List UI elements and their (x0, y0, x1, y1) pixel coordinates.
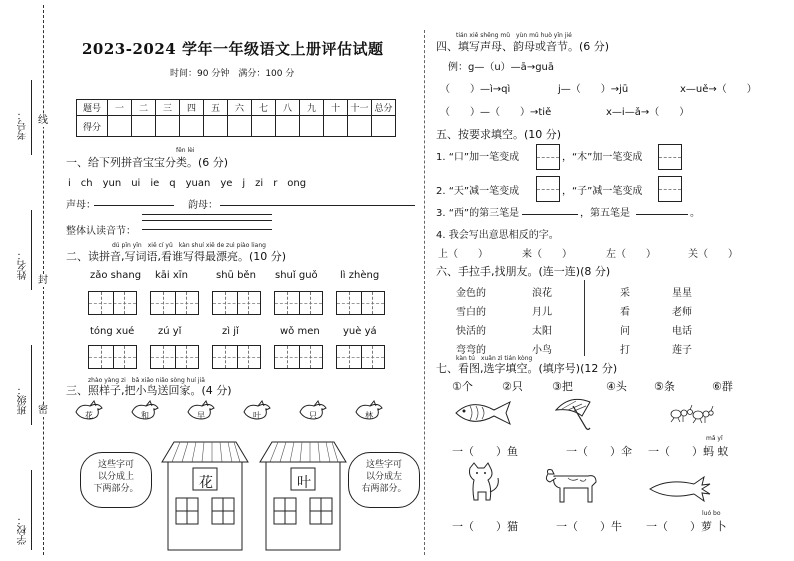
q6-word[interactable]: 打 (620, 345, 630, 356)
score-cell-header: 四 (180, 100, 204, 116)
score-table-header-row (77, 100, 396, 116)
fish-icon (452, 398, 514, 428)
score-input-cell[interactable] (252, 116, 276, 137)
q7-fill-fish[interactable]: 一（ ）鱼 (452, 445, 518, 458)
binding-blank-xuexiao[interactable] (31, 470, 32, 550)
cloud-left-line: 以分成上 (97, 472, 134, 482)
binding-label-banji: 班级： (18, 385, 29, 415)
q6-word[interactable]: 问 (620, 326, 630, 337)
q1-title: 一、给下列拼音宝宝分类。(6 分) (66, 156, 229, 169)
q7-option: ⑥群 (712, 380, 733, 393)
q2-writing-box[interactable] (150, 291, 199, 315)
score-input-cell[interactable] (324, 116, 348, 137)
q4-title-pinyin: tián xiě shēng mǔ yùn mǔ huò yīn jié (456, 32, 572, 39)
q1-title-pinyin: fēn lèi (176, 147, 195, 154)
q2-pinyin-10: yuè yá (343, 326, 377, 337)
bird-char: 叶 (253, 411, 261, 420)
q6-word[interactable]: 电话 (672, 326, 692, 337)
score-input-cell[interactable] (276, 116, 300, 137)
q3-title: 三、照样子,把小鸟送回家。(4 分) (66, 384, 232, 397)
q6-word[interactable]: 星星 (672, 288, 692, 299)
q2-writing-box[interactable] (274, 291, 323, 315)
q4-title: 四、填写声母、韵母或音节。(6 分) (436, 40, 610, 53)
q2-pinyin-8: zì jǐ (222, 326, 239, 337)
seal-char-xian: 线 (38, 115, 48, 126)
score-input-cell[interactable] (180, 116, 204, 137)
q7-fill-cow[interactable]: 一（ ）牛 (556, 520, 622, 533)
q5-answer-blank[interactable] (636, 214, 688, 215)
house-right-icon[interactable] (258, 440, 348, 552)
q6-divider (584, 280, 585, 356)
q5-line1-b: ，“木”加一笔变成 (562, 152, 643, 163)
bird-char: 只 (309, 411, 317, 420)
house-left-char: 花 (199, 475, 213, 491)
q3-title-pinyin: zhào yàng zi bǎ xiǎo niǎo sòng huí jiā (88, 377, 205, 384)
q1-shengmu-answer[interactable] (94, 205, 174, 206)
score-input-cell[interactable] (204, 116, 228, 137)
score-cell-header: 三 (156, 100, 180, 116)
q5-opposite[interactable]: 上（ ） (438, 249, 488, 260)
q4-item[interactable]: j—（ ）→jū (558, 84, 629, 95)
q2-pinyin-9: wǒ men (280, 326, 320, 337)
q1-zhengti-label: 整体认读音节： (66, 226, 136, 237)
q5-answer-box[interactable] (658, 176, 682, 202)
score-input-cell[interactable] (300, 116, 324, 137)
score-cell-header: 十一 (348, 100, 372, 116)
q6-word[interactable]: 金色的 (456, 288, 486, 299)
cloud-right-line: 右两部分。 (361, 484, 407, 494)
q5-line1-a: 1. “口”加一笔变成 (436, 152, 520, 163)
q7-option: ①个 (452, 380, 473, 393)
exam-subtitle: 时间：90 分钟 满分：100 分 (170, 69, 295, 79)
q6-word[interactable]: 太阳 (532, 326, 552, 337)
q2-writing-box[interactable] (274, 345, 323, 369)
score-cell-header: 题号 (77, 100, 108, 116)
q5-line3-b: ，第五笔是 (580, 208, 630, 219)
score-cell-header: 总分 (372, 100, 396, 116)
q5-answer-box[interactable] (536, 176, 560, 202)
q4-item[interactable]: （ ）—（ ）→tiě (440, 107, 552, 118)
bird-char: 林 (365, 411, 373, 420)
score-cell-header: 九 (300, 100, 324, 116)
q6-word[interactable]: 莲子 (672, 345, 692, 356)
score-input-cell[interactable] (108, 116, 132, 137)
cloud-right-line: 这些字可 (365, 460, 402, 470)
q2-pinyin-7: zú yǐ (158, 326, 182, 337)
q6-word[interactable]: 弯弯的 (456, 345, 486, 356)
q7-luobo-pinyin: luó bo (702, 510, 721, 517)
q6-word[interactable]: 浪花 (532, 288, 552, 299)
q1-zhengti-answer[interactable] (142, 214, 272, 230)
score-input-cell[interactable] (228, 116, 252, 137)
seal-char-mi: 密 (38, 405, 48, 416)
q2-pinyin-6: tóng xué (90, 326, 135, 337)
score-cell-header: 二 (132, 100, 156, 116)
q7-fill-radish[interactable]: 一（ ）萝 卜 (646, 520, 727, 533)
q5-line3-c: 。 (690, 208, 700, 219)
bird-char: 花 (85, 411, 93, 420)
q5-line4: 4. 我会写出意思相反的字。 (436, 230, 559, 241)
q2-pinyin-3: shū běn (216, 270, 256, 281)
q6-word[interactable]: 快活的 (456, 326, 486, 337)
q6-word[interactable]: 雪白的 (456, 307, 486, 318)
q2-writing-box[interactable] (212, 291, 261, 315)
q7-option: ④头 (606, 380, 627, 393)
q6-word[interactable]: 老师 (672, 307, 692, 318)
q5-opposite[interactable]: 关（ ） (688, 249, 738, 260)
q5-answer-blank[interactable] (522, 214, 578, 215)
q1-zhengti-guide (142, 220, 272, 221)
ant-icon (668, 402, 714, 424)
binding-label-xingming: 姓名： (18, 250, 29, 280)
q7-title: 七、看图,选字填空。(填序号)(12 分) (436, 362, 618, 375)
q7-option: ⑤条 (654, 380, 675, 393)
q6-word[interactable]: 月儿 (532, 307, 552, 318)
q2-title: 二、读拼音,写词语,看谁写得最漂亮。(10 分) (66, 250, 287, 263)
score-input-cell[interactable] (156, 116, 180, 137)
q7-option: ②只 (502, 380, 523, 393)
score-cell-header: 五 (204, 100, 228, 116)
q5-line3-a: 3. “西”的第三笔是 (436, 208, 520, 219)
q5-opposite[interactable]: 左（ ） (606, 249, 656, 260)
q7-mayi-pinyin: mǎ yǐ (706, 435, 723, 442)
bird-char: 早 (197, 411, 205, 420)
q2-writing-box[interactable] (88, 345, 137, 369)
score-table (76, 99, 396, 137)
binding-label-kaohao: 考号： (18, 110, 29, 140)
column-divider (424, 30, 425, 555)
q1-yunmu-label: 韵母： (188, 200, 218, 211)
house-right-char: 叶 (297, 475, 311, 491)
q5-answer-box[interactable] (658, 144, 682, 170)
bird-char: 和 (141, 411, 149, 420)
score-cell-header: 七 (252, 100, 276, 116)
cloud-right (348, 452, 420, 508)
q2-writing-box[interactable] (336, 291, 385, 315)
q4-item[interactable]: （ ）—ì→qì (440, 84, 511, 95)
q7-title-pinyin: kàn tú xuǎn zì tián kòng (456, 355, 533, 362)
q7-fill-cat[interactable]: 一（ ）猫 (452, 520, 518, 533)
q5-answer-box[interactable] (536, 144, 560, 170)
q7-fill-ant[interactable]: 一（ ）蚂 蚁 (648, 445, 729, 458)
exam-title: 2023-2024 学年一年级语文上册评估试题 (82, 40, 384, 58)
score-row-label: 得分 (77, 116, 108, 137)
score-cell-header: 八 (276, 100, 300, 116)
q1-yunmu-answer[interactable] (220, 205, 415, 206)
q2-pinyin-5: lì zhèng (340, 270, 380, 281)
q2-writing-box[interactable] (212, 345, 261, 369)
q2-pinyin-4: shuǐ guǒ (275, 270, 318, 281)
score-input-cell[interactable] (372, 116, 396, 137)
cloud-left-line: 这些字可 (97, 460, 134, 470)
cloud-left (80, 452, 152, 508)
q7-fill-umbrella[interactable]: 一（ ）伞 (566, 445, 632, 458)
q6-title: 六、手拉手,找朋友。(连一连)(8 分) (436, 265, 611, 278)
q1-pinyin-items: i ch yun ui ie q yuan ye j zi r ong (68, 178, 307, 189)
q6-word[interactable]: 看 (620, 307, 630, 318)
q5-opposite[interactable]: 来（ ） (522, 249, 572, 260)
q2-writing-box[interactable] (336, 345, 385, 369)
radish-icon (648, 474, 712, 504)
score-table-score-row (77, 116, 396, 137)
umbrella-icon (552, 394, 598, 432)
q2-writing-box[interactable] (88, 291, 137, 315)
q5-title: 五、按要求填空。(10 分) (436, 128, 562, 141)
score-input-cell[interactable] (132, 116, 156, 137)
binding-blank-banji[interactable] (31, 345, 32, 425)
q5-line2-b: ，“子”减一笔变成 (562, 186, 643, 197)
binding-label-xuexiao: 学校： (18, 515, 29, 545)
cloud-right-line: 以分成左 (365, 472, 402, 482)
q2-pinyin-2: kāi xīn (155, 270, 188, 281)
q5-line2-a: 2. “天”减一笔变成 (436, 186, 520, 197)
cat-icon (464, 462, 504, 506)
q4-item[interactable]: x—uě→（ ） (680, 84, 757, 95)
q2-pinyin-1: zǎo shang (90, 270, 142, 281)
binding-blank-xingming[interactable] (31, 210, 32, 290)
score-cell-header: 六 (228, 100, 252, 116)
q2-writing-box[interactable] (150, 345, 199, 369)
score-cell-header: 一 (108, 100, 132, 116)
q6-word[interactable]: 采 (620, 288, 630, 299)
cow-icon (544, 466, 602, 504)
q6-word[interactable]: 小鸟 (532, 345, 552, 356)
house-left-icon[interactable] (160, 440, 250, 552)
binding-blank-kaohao[interactable] (31, 80, 32, 155)
score-cell-header: 十 (324, 100, 348, 116)
score-input-cell[interactable] (348, 116, 372, 137)
q1-shengmu-label: 声母： (66, 200, 96, 211)
cloud-left-line: 下两部分。 (93, 484, 139, 494)
q7-option: ③把 (552, 380, 573, 393)
q4-example: 例：g—（u）—ā→guā (448, 62, 555, 73)
seal-char-feng: 封 (38, 275, 48, 286)
q2-title-pinyin: dú pīn yīn xiě cí yǔ kàn shuí xiě de zuì piào liang (112, 242, 266, 249)
q4-item[interactable]: x—i—ǎ→（ ） (606, 107, 690, 118)
